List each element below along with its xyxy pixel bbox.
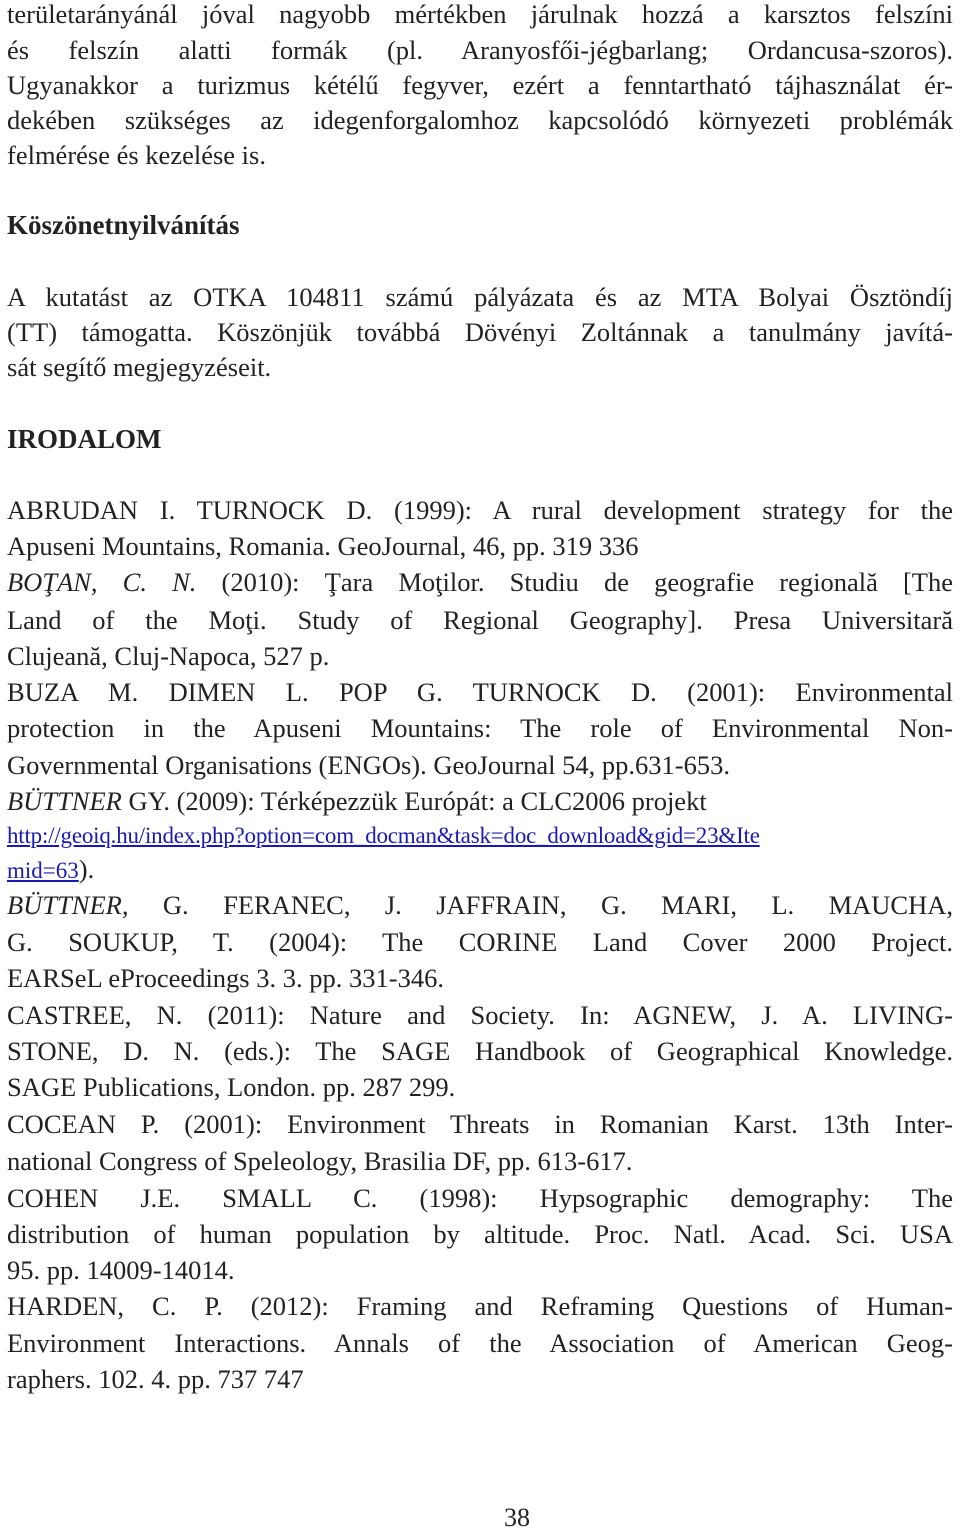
reference-buttner-2009-line-3 bbox=[7, 851, 953, 889]
reference-buttner-2004-line-1 bbox=[7, 887, 953, 923]
reference-buttner-2004-authors: G. FERANEC, J. JAFFRAIN, G. MARI, L. MAUCHA, bbox=[128, 890, 953, 920]
reference-botan-line-1 bbox=[7, 564, 953, 600]
intro-line-1: területarányánál jóval nagyobb mértékben járulnak hozzá a karsztos felszíni bbox=[7, 0, 953, 29]
reference-buttner-2009-title: GY. (2009): Térképezzük Európát: a CLC2006 projekt bbox=[121, 786, 707, 816]
clc2006-link-continued[interactable]: mid=63 bbox=[7, 858, 79, 883]
reference-cocean-line-1: COCEAN P. (2001): Environment Threats in Romanian Karst. 13th Inter- bbox=[7, 1109, 953, 1139]
acknowledgement-heading: Köszönetnyilvánítás bbox=[7, 210, 240, 240]
reference-buza-line-1: BUZA M. DIMEN L. POP G. TURNOCK D. (2001): Environmental bbox=[7, 677, 953, 707]
reference-buttner-2004-author: BÜTTNER, bbox=[7, 890, 129, 920]
reference-harden-line-3: raphers. 102. 4. pp. 737 747 bbox=[7, 1364, 304, 1394]
reference-buttner-2009-line-2 bbox=[7, 818, 953, 854]
reference-buttner-2004-line-3: EARSeL eProceedings 3. 3. pp. 331-346. bbox=[7, 963, 444, 993]
intro-line-4: dekében szükséges az idegenforgalomhoz kapcsolódó környezeti problémák bbox=[7, 105, 953, 135]
reference-cocean-line-2: national Congress of Speleology, Brasilia DF, pp. 613-617. bbox=[7, 1146, 633, 1176]
acknowledgement-line-1: A kutatást az OTKA 104811 számú pályázata és az MTA Bolyai Ösztöndíj bbox=[7, 282, 953, 312]
reference-botan-line-2: Land of the Moţi. Study of Regional Geography]. Presa Universitară bbox=[7, 605, 953, 635]
reference-cohen-line-2: distribution of human population by altitude. Proc. Natl. Acad. Sci. USA bbox=[7, 1219, 953, 1249]
reference-buttner-2004-line-2: G. SOUKUP, T. (2004): The CORINE Land Cover 2000 Project. bbox=[7, 927, 953, 957]
reference-abrudan-line-2: Apuseni Mountains, Romania. GeoJournal, 46, pp. 319 336 bbox=[7, 531, 639, 561]
reference-cohen-line-1: COHEN J.E. SMALL C. (1998): Hypsographic demography: The bbox=[7, 1183, 953, 1213]
clc2006-link[interactable]: http://geoiq.hu/index.php?option=com_docman&task=doc_download&gid=23&Ite bbox=[7, 823, 760, 848]
acknowledgement-line-3: sát segítő megjegyzéseit. bbox=[7, 352, 272, 382]
reference-harden-line-2: Environment Interactions. Annals of the Association of American Geog- bbox=[7, 1328, 953, 1358]
reference-buttner-2009-author: BÜTTNER bbox=[7, 786, 122, 816]
references-heading: IRODALOM bbox=[7, 424, 162, 454]
intro-line-5: felmérése és kezelése is. bbox=[7, 140, 266, 170]
reference-abrudan-line-1: ABRUDAN I. TURNOCK D. (1999): A rural development strategy for the bbox=[7, 495, 953, 525]
acknowledgement-line-2: (TT) támogatta. Köszönjük továbbá Dövényi Zoltánnak a tanulmány javítá- bbox=[7, 317, 953, 347]
reference-castree-line-2: STONE, D. N. (eds.): The SAGE Handbook of Geographical Knowledge. bbox=[7, 1036, 953, 1066]
reference-buza-line-2: protection in the Apuseni Mountains: The role of Environmental Non- bbox=[7, 713, 953, 743]
reference-botan-line-3: Clujeană, Cluj-Napoca, 527 p. bbox=[7, 641, 330, 671]
reference-botan-title: (2010): Ţara Moţilor. Studiu de geografie regională [The bbox=[196, 567, 953, 597]
reference-botan-author: BOŢAN, C. N. bbox=[7, 567, 197, 597]
intro-line-2: és felszín alatti formák (pl. Aranyosfői-jégbarlang; Ordancusa-szoros). bbox=[7, 35, 953, 65]
reference-buza-line-3: Governmental Organisations (ENGOs). GeoJournal 54, pp.631-653. bbox=[7, 750, 730, 780]
reference-cohen-line-3: 95. pp. 14009-14014. bbox=[7, 1255, 235, 1285]
intro-line-3: Ugyanakkor a turizmus kétélű fegyver, ezért a fenntartható tájhasználat ér- bbox=[7, 70, 953, 100]
reference-buttner-2009-tail: ). bbox=[78, 854, 95, 884]
reference-buttner-2009-line-1 bbox=[7, 783, 953, 819]
reference-castree-line-3: SAGE Publications, London. pp. 287 299. bbox=[7, 1072, 456, 1102]
reference-harden-line-1: HARDEN, C. P. (2012): Framing and Reframing Questions of Human- bbox=[7, 1291, 953, 1321]
page-number: 38 bbox=[504, 1503, 530, 1532]
reference-castree-line-1: CASTREE, N. (2011): Nature and Society. In: AGNEW, J. A. LIVING- bbox=[7, 1000, 953, 1030]
